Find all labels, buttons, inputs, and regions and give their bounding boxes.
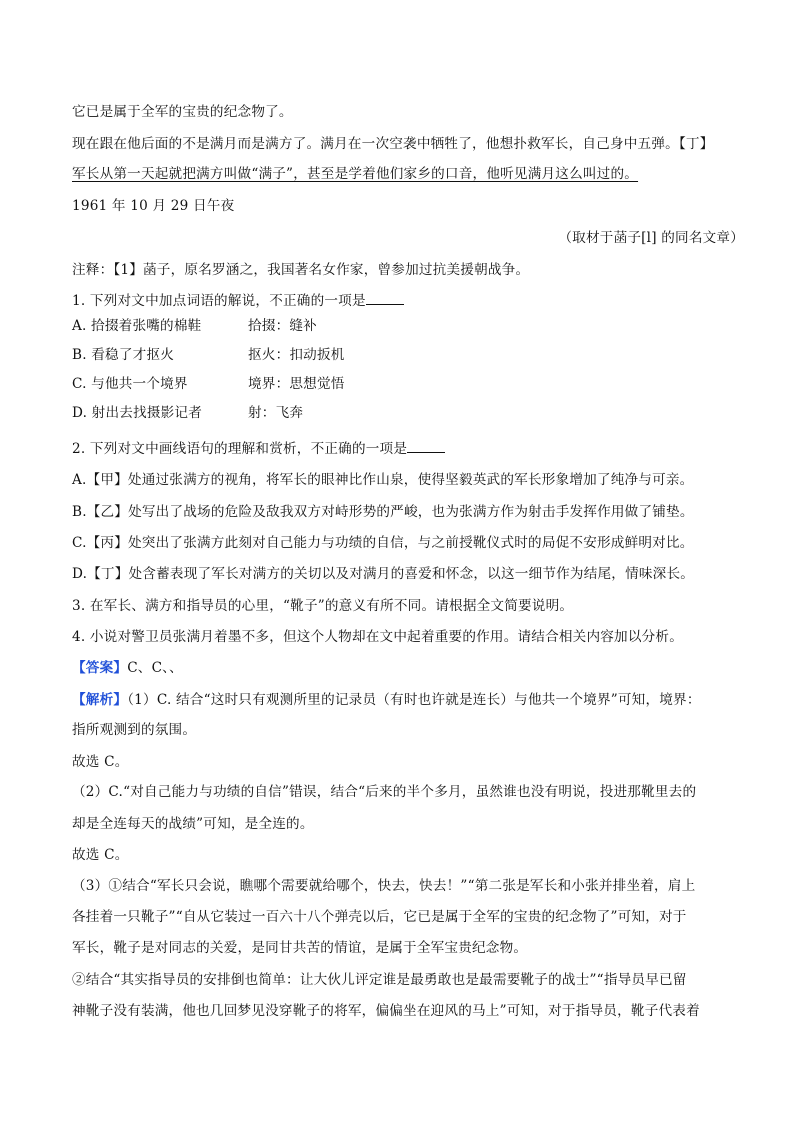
underlined-passage-line: 军长从第一天起就把满方叫做“满子”，甚至是学着他们家乡的口音，他听见满月这么叫过的。 [72,166,639,182]
answer-label: 【答案】 [72,660,128,676]
question-3: 3. 在军长、满方和指导员的心里，“靴子”的意义有所不同。请根据全文简要说明。 [72,598,574,614]
question-2-option-c: C.【丙】处突出了张满方此刻对自己能力与功绩的自信，与之前授靴仪式时的局促不安形成鲜明对比。 [72,535,694,551]
option-gloss: 境界：思想觉悟 [248,376,345,392]
question-2-option-d: D.【丁】处含蓄表现了军长对满方的关切以及对满月的喜爱和怀念，以这一细节作为结尾，情味深长。 [72,566,695,582]
question-text: 1. 下列对文中加点词语的解说，不正确的一项是 [72,293,366,309]
analysis-line: 各挂着一只靴子”“自从它装过一百六十八个弹壳以后，它已是属于全军的宝贵的纪念物了”可知，对于 [72,909,687,925]
option-d [72,403,303,423]
analysis-line: 指所观测到的氛围。 [72,722,197,738]
option-gloss: 射：飞奔 [248,405,304,421]
answer-text: C、C、、 [127,660,183,676]
answer-blank [407,438,445,453]
question-2-option-a: A.【甲】处通过张满方的视角，将军长的眼神比作山泉，使得坚毅英武的军长形象增加了纯净与可亲。 [72,472,694,488]
footnote: 注释：【1】菡子，原名罗涵之，我国著名女作家，曾参加过抗美援朝战争。 [72,262,530,278]
option-a [72,316,317,336]
option-gloss: 抠火：扣动扳机 [248,347,345,363]
question-2-option-b: B.【乙】处写出了战场的危险及敌我双方对峙形势的严峻，也为张满方作为射击手发挥作用做了铺垫。 [72,504,694,520]
option-gloss: 拾掇：缝补 [248,318,317,334]
analysis-line [72,690,701,710]
passage-text: 现在跟在他后面的不是满月而是满方了。满月在一次空袭中牺牲了，他想扑救军长，自己身中五弹。【丁】 [72,136,714,152]
option-c [72,374,345,394]
analysis-line: 军长，靴子是对同志的关爱，是同甘共苦的情谊，是属于全军宝贵纪念物。 [72,940,528,956]
question-4: 4. 小说对警卫员张满月着墨不多，但这个人物却在文中起着重要的作用。请结合相关内容加以分析。 [72,629,684,645]
question-1-stem [72,290,404,311]
passage-line: 它已是属于全军的宝贵的纪念物了。 [72,104,293,120]
analysis-label: 【解析】 [72,692,128,708]
analysis-text: （1）C. 结合“这时只有观测所里的记录员（有时也许就是连长）与他共一个境界”可知，境界： [127,692,701,708]
analysis-line: 故选 C。 [72,847,129,863]
analysis-line: （3）①结合“军长只会说，瞧哪个需要就给哪个，快去，快去！”“第二张是军长和小张并排坐着，肩上 [72,878,696,894]
analysis-line: 却是全连每天的战绩”可知，是全连的。 [72,816,314,832]
passage-date: 1961 年 10 月 29 日午夜 [72,198,235,214]
option-word: D. 射出去找摄影记者 [72,405,203,421]
answer-line [72,658,183,678]
option-word: A. 拾掇着张嘴的棉鞋 [72,318,202,334]
option-b [72,345,345,365]
analysis-line: 故选 C。 [72,754,129,770]
option-word: C. 与他共一个境界 [72,376,188,392]
passage-line [72,134,714,154]
answer-blank [366,290,404,305]
option-word: B. 看稳了才抠火 [72,347,174,363]
analysis-line: 神靴子没有装满，他也几回梦见没穿靴子的将军，偏偏坐在迎风的马上”可知，对于指导员，靴子代表着 [72,1003,700,1019]
source-citation: （取材于菡子[l] 的同名文章） [558,230,744,246]
analysis-line: ②结合“其实指导员的安排倒也简单：让大伙儿评定谁是最勇敢也是最需要靴子的战士”“指导员早已留 [72,972,687,988]
analysis-line: （2）C.“对自己能力与功绩的自信”错误，结合“后来的半个多月，虽然谁也没有明说，投进那靴里去的 [72,784,697,800]
question-text: 2. 下列对文中画线语句的理解和赏析，不正确的一项是 [72,441,408,457]
question-2-stem [72,438,445,459]
